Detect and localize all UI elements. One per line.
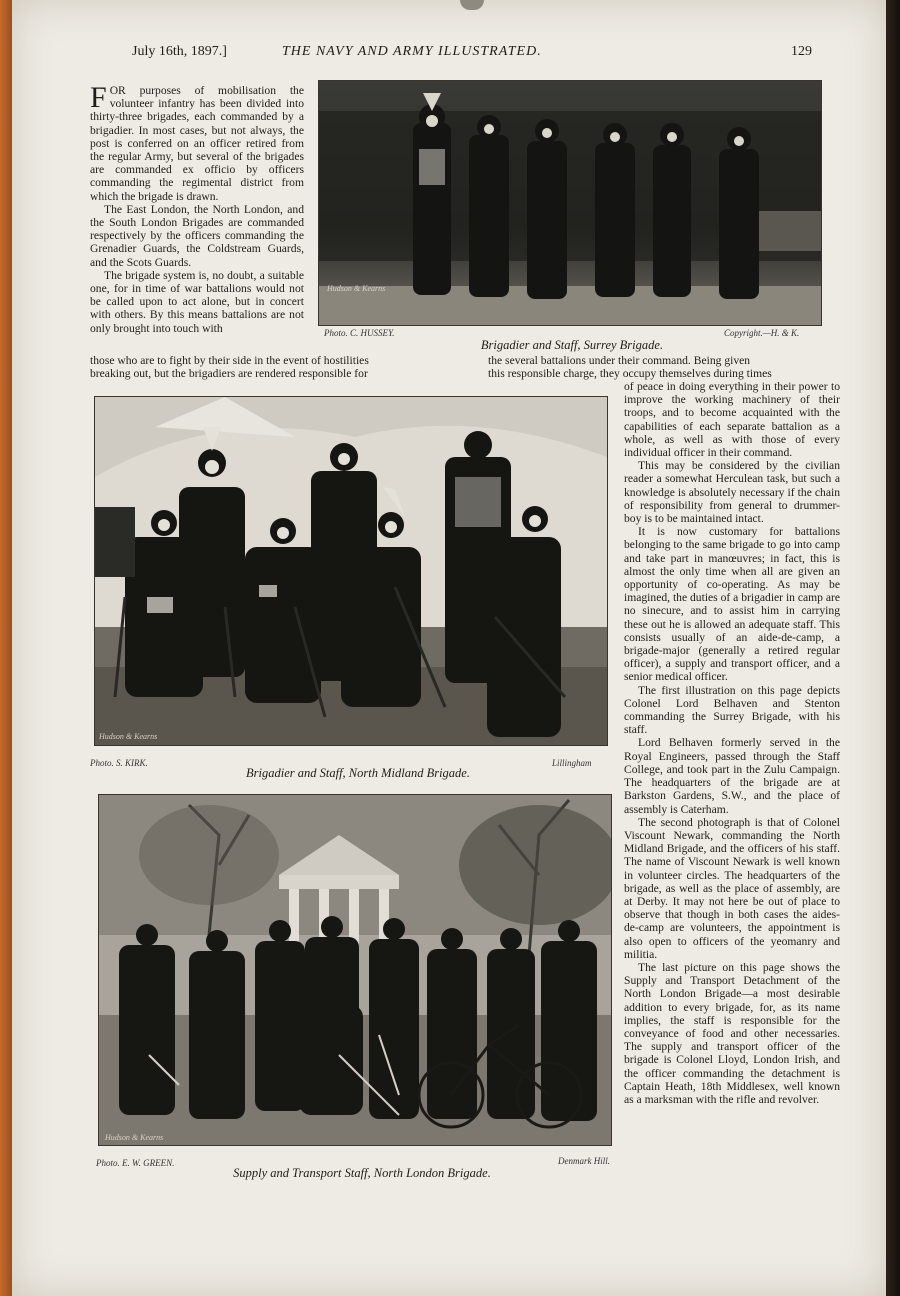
photo-credit-location: Denmark Hill. — [558, 1156, 610, 1166]
photo-credit-location: Lillingham — [552, 758, 592, 768]
photo-watermark: Hudson & Kearns — [105, 1133, 164, 1142]
spanning-text-line: those who are to fight by their side in the event of hostilities — [90, 354, 369, 367]
photo-credit: Photo. S. KIRK. — [90, 758, 148, 768]
paragraph: The second photograph is that of Colonel Viscount Newark, commanding the North Midland Brigade, and the officers of his staff. The name of Viscount Newark is well known in volunteer circles. The headquarters of the brigade, as well as the place of assembly, are at Derby. It may not here be out of place to observe that though in both cases the aides-de-camp are volunteers, the appointment is also open to officers of the yeomanry and militia. — [624, 815, 840, 961]
paragraph: The last picture on this page shows the Supply and Transport Detachment of the North London Brigade—a most desirable addition to every brigade, for, as its name implies, the staff is responsible for the conveyance of food and other necessaries. The supply and transport officer of the brigade is Colonel Lloyd, London Irish, and the officer commanding the detachment is Captain Heath, 18th Middlesex, well known as a marksman with the rifle and revolver. — [624, 960, 840, 1106]
photo-copyright: Copyright.—H. & K. — [724, 328, 800, 338]
spanning-text-line: breaking out, but the brigadiers are rendered responsible for — [90, 367, 368, 380]
page-edge-right — [886, 0, 900, 1296]
paragraph: of peace in doing everything in their power to improve the working machinery of their troops, and to become acquainted with the capabilities of each separate battalion as a whole, as well as with those of every individual officer in their command. — [624, 380, 840, 460]
text-line: this responsible charge, they occupy themselves during times — [488, 367, 772, 380]
text-line: the several battalions under their command. Being given — [488, 354, 751, 367]
photo-credit: Photo. E. W. GREEN. — [96, 1158, 175, 1168]
drop-cap: F — [90, 81, 107, 114]
paragraph: It is now customary for battalions belonging to the same brigade to go into camp and take part in manœuvres; in fact, this is almost the only time when all are given an opportunity of co-operating. As may be imagined, the duties of a brigadier in camp are no sinecure, and to assist him in carrying these out he is allowed an adequate staff. This consists usually of an aide-de-camp, a brigade-major (generally a retired regular officer), a supply and transport officer, and a senior medical officer. — [624, 525, 841, 684]
photo-caption: Supply and Transport Staff, North London Brigade. — [233, 1166, 491, 1180]
photo-image — [99, 795, 611, 1145]
photo-caption: Brigadier and Staff, Surrey Brigade. — [480, 338, 664, 352]
paragraph: FOR purposes of mobilisation the volunteer infantry has been divided into thirty-three brigades, each commanded by a brigadier. In most cases, but not always, the post is conferred on an officer retired from the regular Army, but several of the brigades are commanded ex officio by officers commanding the regimental district from which the brigade is drawn. — [90, 81, 304, 203]
photo-north-london-brigade — [98, 794, 612, 1146]
text-column-left — [90, 81, 304, 335]
photo-north-midland-brigade — [94, 396, 608, 746]
photo-credit: Photo. C. HUSSEY. — [324, 328, 395, 338]
photo-caption: Brigadier and Staff, North Midland Brigade. — [246, 766, 470, 780]
paragraph: The East London, the North London, and the South London Brigades are commanded respectively by the officers commanding the Grenadier Guards, the Coldstream Guards, and the Scots Guards. — [90, 202, 304, 269]
binding-hole — [460, 0, 484, 10]
paragraph: The brigade system is, no doubt, a suitable one, for in time of war battalions would not be called upon to act alone, but in concert with others. By this means battalions are not only brought into touch with — [90, 268, 304, 335]
text-column-right — [624, 380, 840, 1106]
paragraph: Lord Belhaven formerly served in the Royal Engineers, passed through the Staff College, and took part in the Zulu Campaign. The headquarters of the brigade are at Barkston Gardens, S.W., and the place of assembly is Caterham. — [624, 736, 840, 816]
paragraph: The first illustration on this page depicts Colonel Lord Belhaven and Stenton commanding the Surrey Brigade, with his staff. — [624, 683, 840, 737]
photo-image — [95, 397, 607, 745]
header-date: July 16th, 1897.] — [132, 44, 227, 59]
header-title: THE NAVY AND ARMY ILLUSTRATED. — [282, 44, 542, 59]
magazine-page — [12, 0, 886, 1296]
photo-surrey-brigade — [318, 80, 822, 326]
page-number: 129 — [791, 44, 812, 59]
running-header — [132, 44, 812, 66]
paragraph: This may be considered by the civilian reader a somewhat Herculean task, but such a knowledge is absolutely necessary if the chain of responsibility from general to drummer-boy is to be maintained intact. — [624, 459, 840, 526]
page-edge-left — [0, 0, 12, 1296]
photo-watermark: Hudson & Kearns — [327, 284, 386, 293]
photo-image — [319, 81, 821, 325]
photo-watermark: Hudson & Kearns — [99, 732, 158, 741]
